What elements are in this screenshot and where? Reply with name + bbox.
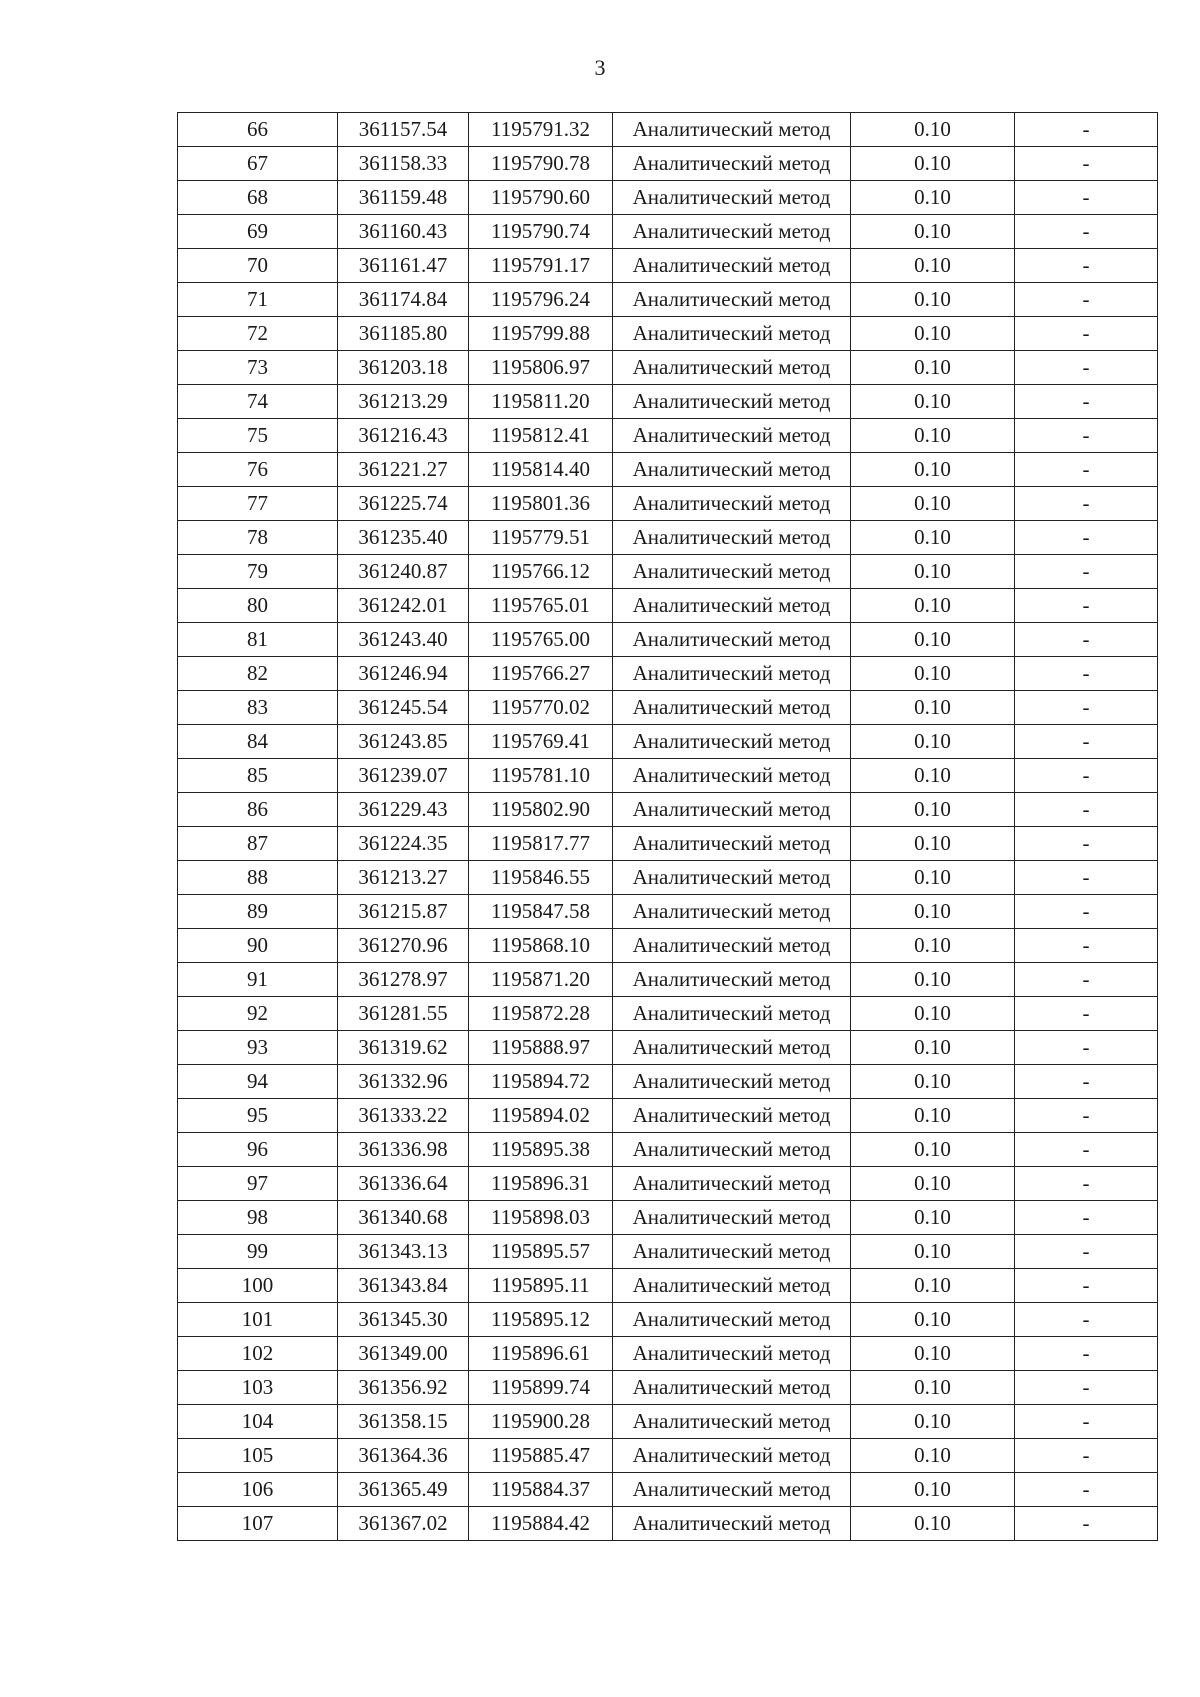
table-row (178, 1133, 1158, 1167)
method-cell: Аналитический метод (613, 1337, 851, 1371)
note-cell: - (1015, 555, 1158, 589)
note-cell: - (1015, 1405, 1158, 1439)
table-row (178, 1269, 1158, 1303)
table-row (178, 997, 1158, 1031)
accuracy-cell: 0.10 (851, 793, 1015, 827)
table-row (178, 453, 1158, 487)
accuracy-cell: 0.10 (851, 453, 1015, 487)
page-number: 3 (594, 55, 606, 80)
method-cell: Аналитический метод (613, 861, 851, 895)
y-coordinate-cell: 1195765.00 (469, 623, 613, 657)
y-coordinate-cell: 1195898.03 (469, 1201, 613, 1235)
accuracy-cell: 0.10 (851, 759, 1015, 793)
accuracy-cell: 0.10 (851, 1303, 1015, 1337)
note-cell: - (1015, 181, 1158, 215)
note-cell: - (1015, 1099, 1158, 1133)
note-cell: - (1015, 1167, 1158, 1201)
x-coordinate-cell: 361225.74 (338, 487, 469, 521)
x-coordinate-cell: 361242.01 (338, 589, 469, 623)
method-cell: Аналитический метод (613, 1133, 851, 1167)
table-row (178, 351, 1158, 385)
x-coordinate-cell: 361239.07 (338, 759, 469, 793)
y-coordinate-cell: 1195894.72 (469, 1065, 613, 1099)
accuracy-cell: 0.10 (851, 1133, 1015, 1167)
table-row (178, 1303, 1158, 1337)
method-cell: Аналитический метод (613, 453, 851, 487)
point-number-cell: 82 (178, 657, 338, 691)
note-cell: - (1015, 419, 1158, 453)
note-cell: - (1015, 657, 1158, 691)
table-row (178, 861, 1158, 895)
note-cell: - (1015, 249, 1158, 283)
point-number-cell: 73 (178, 351, 338, 385)
method-cell: Аналитический метод (613, 487, 851, 521)
point-number-cell: 94 (178, 1065, 338, 1099)
note-cell: - (1015, 1065, 1158, 1099)
table-row (178, 623, 1158, 657)
note-cell: - (1015, 113, 1158, 147)
method-cell: Аналитический метод (613, 1371, 851, 1405)
method-cell: Аналитический метод (613, 1303, 851, 1337)
x-coordinate-cell: 361358.15 (338, 1405, 469, 1439)
x-coordinate-cell: 361245.54 (338, 691, 469, 725)
x-coordinate-cell: 361343.84 (338, 1269, 469, 1303)
note-cell: - (1015, 1201, 1158, 1235)
y-coordinate-cell: 1195791.32 (469, 113, 613, 147)
method-cell: Аналитический метод (613, 249, 851, 283)
note-cell: - (1015, 1473, 1158, 1507)
note-cell: - (1015, 861, 1158, 895)
note-cell: - (1015, 929, 1158, 963)
table-row (178, 385, 1158, 419)
y-coordinate-cell: 1195765.01 (469, 589, 613, 623)
point-number-cell: 104 (178, 1405, 338, 1439)
accuracy-cell: 0.10 (851, 691, 1015, 725)
accuracy-cell: 0.10 (851, 1235, 1015, 1269)
point-number-cell: 74 (178, 385, 338, 419)
point-number-cell: 105 (178, 1439, 338, 1473)
method-cell: Аналитический метод (613, 1167, 851, 1201)
x-coordinate-cell: 361203.18 (338, 351, 469, 385)
table-row (178, 215, 1158, 249)
y-coordinate-cell: 1195790.78 (469, 147, 613, 181)
table-row (178, 1031, 1158, 1065)
point-number-cell: 103 (178, 1371, 338, 1405)
y-coordinate-cell: 1195814.40 (469, 453, 613, 487)
method-cell: Аналитический метод (613, 963, 851, 997)
method-cell: Аналитический метод (613, 1235, 851, 1269)
y-coordinate-cell: 1195900.28 (469, 1405, 613, 1439)
accuracy-cell: 0.10 (851, 215, 1015, 249)
note-cell: - (1015, 1303, 1158, 1337)
note-cell: - (1015, 1337, 1158, 1371)
method-cell: Аналитический метод (613, 1031, 851, 1065)
table-row (178, 1439, 1158, 1473)
x-coordinate-cell: 361159.48 (338, 181, 469, 215)
method-cell: Аналитический метод (613, 147, 851, 181)
x-coordinate-cell: 361243.85 (338, 725, 469, 759)
y-coordinate-cell: 1195888.97 (469, 1031, 613, 1065)
table-row (178, 181, 1158, 215)
table-row (178, 929, 1158, 963)
table-row (178, 1201, 1158, 1235)
note-cell: - (1015, 623, 1158, 657)
table-row (178, 1371, 1158, 1405)
table-row (178, 147, 1158, 181)
table-row (178, 487, 1158, 521)
accuracy-cell: 0.10 (851, 1269, 1015, 1303)
table-row (178, 1337, 1158, 1371)
y-coordinate-cell: 1195769.41 (469, 725, 613, 759)
x-coordinate-cell: 361213.27 (338, 861, 469, 895)
note-cell: - (1015, 691, 1158, 725)
method-cell: Аналитический метод (613, 113, 851, 147)
x-coordinate-cell: 361278.97 (338, 963, 469, 997)
method-cell: Аналитический метод (613, 827, 851, 861)
y-coordinate-cell: 1195779.51 (469, 521, 613, 555)
x-coordinate-cell: 361161.47 (338, 249, 469, 283)
method-cell: Аналитический метод (613, 997, 851, 1031)
note-cell: - (1015, 385, 1158, 419)
point-number-cell: 102 (178, 1337, 338, 1371)
x-coordinate-cell: 361336.98 (338, 1133, 469, 1167)
table-row (178, 521, 1158, 555)
accuracy-cell: 0.10 (851, 1201, 1015, 1235)
y-coordinate-cell: 1195895.12 (469, 1303, 613, 1337)
note-cell: - (1015, 521, 1158, 555)
x-coordinate-cell: 361336.64 (338, 1167, 469, 1201)
table-row (178, 1507, 1158, 1541)
accuracy-cell: 0.10 (851, 827, 1015, 861)
point-number-cell: 90 (178, 929, 338, 963)
accuracy-cell: 0.10 (851, 249, 1015, 283)
method-cell: Аналитический метод (613, 1507, 851, 1541)
accuracy-cell: 0.10 (851, 1337, 1015, 1371)
note-cell: - (1015, 725, 1158, 759)
table-row (178, 555, 1158, 589)
accuracy-cell: 0.10 (851, 623, 1015, 657)
note-cell: - (1015, 1371, 1158, 1405)
y-coordinate-cell: 1195846.55 (469, 861, 613, 895)
method-cell: Аналитический метод (613, 555, 851, 589)
table-row (178, 1099, 1158, 1133)
x-coordinate-cell: 361246.94 (338, 657, 469, 691)
method-cell: Аналитический метод (613, 725, 851, 759)
point-number-cell: 107 (178, 1507, 338, 1541)
accuracy-cell: 0.10 (851, 929, 1015, 963)
method-cell: Аналитический метод (613, 895, 851, 929)
accuracy-cell: 0.10 (851, 113, 1015, 147)
table-row (178, 793, 1158, 827)
table-row (178, 657, 1158, 691)
method-cell: Аналитический метод (613, 385, 851, 419)
y-coordinate-cell: 1195885.47 (469, 1439, 613, 1473)
accuracy-cell: 0.10 (851, 997, 1015, 1031)
method-cell: Аналитический метод (613, 419, 851, 453)
accuracy-cell: 0.10 (851, 1031, 1015, 1065)
method-cell: Аналитический метод (613, 623, 851, 657)
point-number-cell: 68 (178, 181, 338, 215)
point-number-cell: 70 (178, 249, 338, 283)
point-number-cell: 87 (178, 827, 338, 861)
x-coordinate-cell: 361216.43 (338, 419, 469, 453)
point-number-cell: 79 (178, 555, 338, 589)
note-cell: - (1015, 1235, 1158, 1269)
note-cell: - (1015, 589, 1158, 623)
accuracy-cell: 0.10 (851, 1507, 1015, 1541)
x-coordinate-cell: 361235.40 (338, 521, 469, 555)
point-number-cell: 100 (178, 1269, 338, 1303)
method-cell: Аналитический метод (613, 215, 851, 249)
table-row (178, 759, 1158, 793)
point-number-cell: 85 (178, 759, 338, 793)
y-coordinate-cell: 1195896.31 (469, 1167, 613, 1201)
y-coordinate-cell: 1195884.42 (469, 1507, 613, 1541)
table-row (178, 895, 1158, 929)
point-number-cell: 89 (178, 895, 338, 929)
note-cell: - (1015, 827, 1158, 861)
table-row (178, 725, 1158, 759)
note-cell: - (1015, 283, 1158, 317)
x-coordinate-cell: 361319.62 (338, 1031, 469, 1065)
method-cell: Аналитический метод (613, 1065, 851, 1099)
x-coordinate-cell: 361345.30 (338, 1303, 469, 1337)
note-cell: - (1015, 215, 1158, 249)
y-coordinate-cell: 1195895.57 (469, 1235, 613, 1269)
note-cell: - (1015, 453, 1158, 487)
point-number-cell: 66 (178, 113, 338, 147)
y-coordinate-cell: 1195790.60 (469, 181, 613, 215)
x-coordinate-cell: 361213.29 (338, 385, 469, 419)
coordinates-table (177, 112, 1158, 1541)
table-row (178, 827, 1158, 861)
note-cell: - (1015, 759, 1158, 793)
accuracy-cell: 0.10 (851, 1167, 1015, 1201)
y-coordinate-cell: 1195801.36 (469, 487, 613, 521)
x-coordinate-cell: 361221.27 (338, 453, 469, 487)
accuracy-cell: 0.10 (851, 1065, 1015, 1099)
method-cell: Аналитический метод (613, 1099, 851, 1133)
point-number-cell: 71 (178, 283, 338, 317)
x-coordinate-cell: 361215.87 (338, 895, 469, 929)
method-cell: Аналитический метод (613, 283, 851, 317)
table-row (178, 691, 1158, 725)
note-cell: - (1015, 1031, 1158, 1065)
accuracy-cell: 0.10 (851, 1371, 1015, 1405)
method-cell: Аналитический метод (613, 1201, 851, 1235)
y-coordinate-cell: 1195868.10 (469, 929, 613, 963)
point-number-cell: 101 (178, 1303, 338, 1337)
table-row (178, 249, 1158, 283)
y-coordinate-cell: 1195796.24 (469, 283, 613, 317)
y-coordinate-cell: 1195896.61 (469, 1337, 613, 1371)
x-coordinate-cell: 361349.00 (338, 1337, 469, 1371)
y-coordinate-cell: 1195799.88 (469, 317, 613, 351)
method-cell: Аналитический метод (613, 521, 851, 555)
point-number-cell: 76 (178, 453, 338, 487)
y-coordinate-cell: 1195871.20 (469, 963, 613, 997)
accuracy-cell: 0.10 (851, 963, 1015, 997)
note-cell: - (1015, 487, 1158, 521)
point-number-cell: 83 (178, 691, 338, 725)
coordinates-table-body (178, 113, 1158, 1541)
x-coordinate-cell: 361240.87 (338, 555, 469, 589)
y-coordinate-cell: 1195766.27 (469, 657, 613, 691)
y-coordinate-cell: 1195847.58 (469, 895, 613, 929)
point-number-cell: 77 (178, 487, 338, 521)
y-coordinate-cell: 1195899.74 (469, 1371, 613, 1405)
x-coordinate-cell: 361343.13 (338, 1235, 469, 1269)
y-coordinate-cell: 1195802.90 (469, 793, 613, 827)
point-number-cell: 97 (178, 1167, 338, 1201)
x-coordinate-cell: 361367.02 (338, 1507, 469, 1541)
accuracy-cell: 0.10 (851, 317, 1015, 351)
method-cell: Аналитический метод (613, 1405, 851, 1439)
note-cell: - (1015, 1269, 1158, 1303)
accuracy-cell: 0.10 (851, 1099, 1015, 1133)
accuracy-cell: 0.10 (851, 181, 1015, 215)
table-row (178, 1235, 1158, 1269)
x-coordinate-cell: 361364.36 (338, 1439, 469, 1473)
point-number-cell: 91 (178, 963, 338, 997)
method-cell: Аналитический метод (613, 181, 851, 215)
method-cell: Аналитический метод (613, 1439, 851, 1473)
point-number-cell: 72 (178, 317, 338, 351)
accuracy-cell: 0.10 (851, 1405, 1015, 1439)
method-cell: Аналитический метод (613, 351, 851, 385)
accuracy-cell: 0.10 (851, 283, 1015, 317)
x-coordinate-cell: 361333.22 (338, 1099, 469, 1133)
y-coordinate-cell: 1195894.02 (469, 1099, 613, 1133)
y-coordinate-cell: 1195791.17 (469, 249, 613, 283)
x-coordinate-cell: 361224.35 (338, 827, 469, 861)
x-coordinate-cell: 361356.92 (338, 1371, 469, 1405)
y-coordinate-cell: 1195811.20 (469, 385, 613, 419)
note-cell: - (1015, 895, 1158, 929)
method-cell: Аналитический метод (613, 589, 851, 623)
note-cell: - (1015, 793, 1158, 827)
point-number-cell: 95 (178, 1099, 338, 1133)
point-number-cell: 86 (178, 793, 338, 827)
accuracy-cell: 0.10 (851, 147, 1015, 181)
method-cell: Аналитический метод (613, 793, 851, 827)
method-cell: Аналитический метод (613, 657, 851, 691)
x-coordinate-cell: 361270.96 (338, 929, 469, 963)
method-cell: Аналитический метод (613, 1269, 851, 1303)
note-cell: - (1015, 1133, 1158, 1167)
y-coordinate-cell: 1195895.38 (469, 1133, 613, 1167)
x-coordinate-cell: 361229.43 (338, 793, 469, 827)
table-row (178, 1167, 1158, 1201)
point-number-cell: 81 (178, 623, 338, 657)
x-coordinate-cell: 361243.40 (338, 623, 469, 657)
x-coordinate-cell: 361157.54 (338, 113, 469, 147)
point-number-cell: 67 (178, 147, 338, 181)
x-coordinate-cell: 361158.33 (338, 147, 469, 181)
point-number-cell: 106 (178, 1473, 338, 1507)
table-row (178, 1405, 1158, 1439)
accuracy-cell: 0.10 (851, 861, 1015, 895)
note-cell: - (1015, 1439, 1158, 1473)
y-coordinate-cell: 1195895.11 (469, 1269, 613, 1303)
table-row (178, 963, 1158, 997)
table-row (178, 283, 1158, 317)
point-number-cell: 78 (178, 521, 338, 555)
table-row (178, 419, 1158, 453)
point-number-cell: 98 (178, 1201, 338, 1235)
note-cell: - (1015, 147, 1158, 181)
table-row (178, 113, 1158, 147)
x-coordinate-cell: 361365.49 (338, 1473, 469, 1507)
point-number-cell: 75 (178, 419, 338, 453)
x-coordinate-cell: 361174.84 (338, 283, 469, 317)
y-coordinate-cell: 1195781.10 (469, 759, 613, 793)
note-cell: - (1015, 963, 1158, 997)
note-cell: - (1015, 351, 1158, 385)
accuracy-cell: 0.10 (851, 487, 1015, 521)
point-number-cell: 93 (178, 1031, 338, 1065)
method-cell: Аналитический метод (613, 929, 851, 963)
table-row (178, 1065, 1158, 1099)
method-cell: Аналитический метод (613, 691, 851, 725)
y-coordinate-cell: 1195770.02 (469, 691, 613, 725)
accuracy-cell: 0.10 (851, 555, 1015, 589)
accuracy-cell: 0.10 (851, 385, 1015, 419)
method-cell: Аналитический метод (613, 759, 851, 793)
x-coordinate-cell: 361160.43 (338, 215, 469, 249)
method-cell: Аналитический метод (613, 317, 851, 351)
y-coordinate-cell: 1195806.97 (469, 351, 613, 385)
point-number-cell: 80 (178, 589, 338, 623)
x-coordinate-cell: 361185.80 (338, 317, 469, 351)
point-number-cell: 88 (178, 861, 338, 895)
y-coordinate-cell: 1195812.41 (469, 419, 613, 453)
point-number-cell: 92 (178, 997, 338, 1031)
y-coordinate-cell: 1195766.12 (469, 555, 613, 589)
x-coordinate-cell: 361332.96 (338, 1065, 469, 1099)
accuracy-cell: 0.10 (851, 1473, 1015, 1507)
point-number-cell: 99 (178, 1235, 338, 1269)
point-number-cell: 69 (178, 215, 338, 249)
table-row (178, 589, 1158, 623)
accuracy-cell: 0.10 (851, 657, 1015, 691)
accuracy-cell: 0.10 (851, 351, 1015, 385)
x-coordinate-cell: 361340.68 (338, 1201, 469, 1235)
table-row (178, 1473, 1158, 1507)
method-cell: Аналитический метод (613, 1473, 851, 1507)
note-cell: - (1015, 997, 1158, 1031)
note-cell: - (1015, 1507, 1158, 1541)
accuracy-cell: 0.10 (851, 589, 1015, 623)
point-number-cell: 96 (178, 1133, 338, 1167)
note-cell: - (1015, 317, 1158, 351)
y-coordinate-cell: 1195884.37 (469, 1473, 613, 1507)
y-coordinate-cell: 1195790.74 (469, 215, 613, 249)
x-coordinate-cell: 361281.55 (338, 997, 469, 1031)
accuracy-cell: 0.10 (851, 1439, 1015, 1473)
accuracy-cell: 0.10 (851, 725, 1015, 759)
accuracy-cell: 0.10 (851, 419, 1015, 453)
y-coordinate-cell: 1195817.77 (469, 827, 613, 861)
accuracy-cell: 0.10 (851, 895, 1015, 929)
accuracy-cell: 0.10 (851, 521, 1015, 555)
table-row (178, 317, 1158, 351)
y-coordinate-cell: 1195872.28 (469, 997, 613, 1031)
point-number-cell: 84 (178, 725, 338, 759)
